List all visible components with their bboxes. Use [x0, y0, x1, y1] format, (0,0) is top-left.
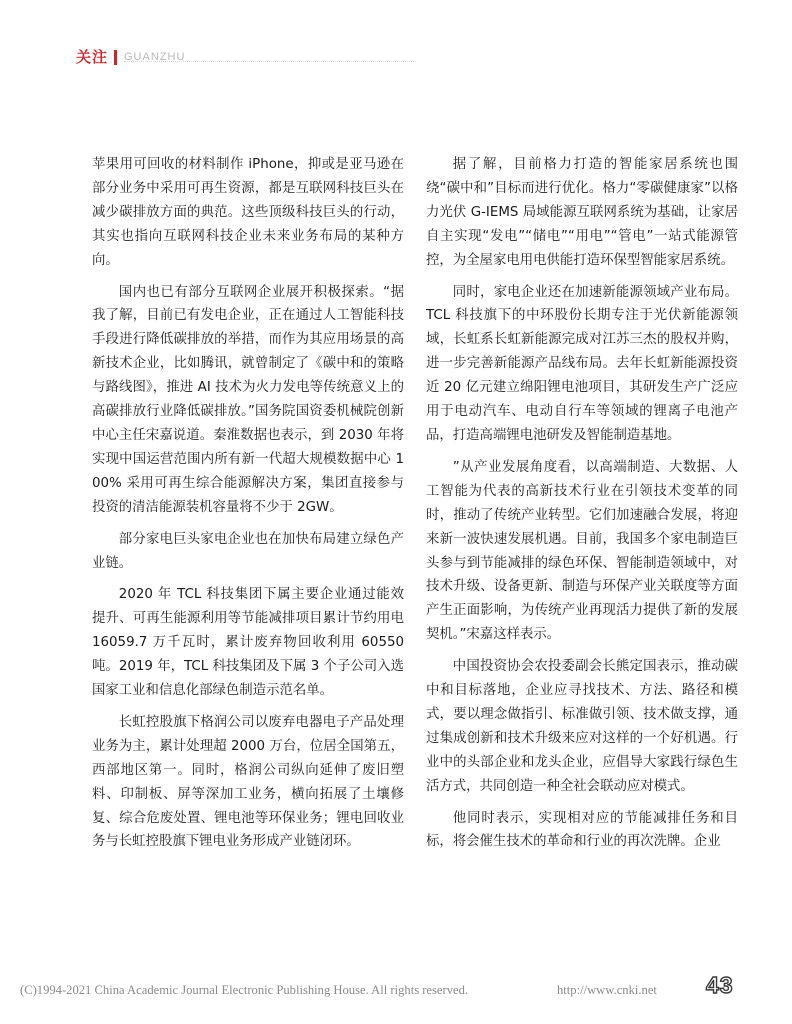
paragraph: 同时，家电企业还在加速新能源领域产业布局。TCL 科技旗下的中环股份长期专注于光伏新能源领域，长虹系长虹新能源完成对江苏三杰的股权并购，进一步完善新能源产品线布局。去年长虹新能源投资近 20 亿元建立绵阳锂电池项目，其研发生产广泛应用于电动汽车、电动自行车等领域的锂离子电池产品，打造高端锂电池研发及智能制造基地。	[426, 284, 738, 443]
right-column	[426, 153, 738, 862]
paragraph: 长虹控股旗下格润公司以废弃电器电子产品处理业务为主，累计处理超 2000 万台，位居全国第五，西部地区第一。同时，格润公司纵向延伸了废旧塑料、印制板、屏等深加工业务，横向拓展了土壤修复、综合危废处置、锂电池等环保业务；锂电回收业务与长虹控股旗下锂电业务形成产业链闭环。	[92, 714, 404, 850]
paragraph: 2020 年 TCL 科技集团下属主要企业通过能效提升、可再生能源利用等节能减排项目累计节约用电 16059.7 万千瓦时，累计废弃物回收利用 60550 吨。2019 年，TCL 科技集团及下属 3 个子公司入选国家工业和信息化部绿色制造示范名单。	[92, 587, 404, 699]
paragraph: 苹果用可回收的材料制作 iPhone，抑或是亚马逊在部分业务中采用可再生资源，都是互联网科技巨头在减少碳排放方面的典范。这些顶级科技巨头的行动，其实也指向互联网科技企业未来业务布局的某种方向。	[92, 157, 404, 268]
page-header	[76, 44, 416, 70]
left-column	[92, 153, 404, 862]
paragraph: 中国投资协会农投委副会长熊定国表示，推动碳中和目标落地，企业应寻找技术、方法、路径和模式，要以理念做指引、标准做引领、技术做支撑，通过集成创新和技术升级来应对这样的一个好机遇。行业中的头部企业和龙头企业，应倡导大家践行绿色生活方式，共同创造一种全社会联动应对模式。	[426, 659, 738, 794]
copyright-notice: (C)1994-2021 China Academic Journal Electronic Publishing House. All rights reserved.	[20, 983, 469, 997]
column-title-en: GUANZHU	[124, 51, 186, 63]
paragraph: 国内也已有部分互联网企业展开积极探索。“据我了解，目前已有发电企业，正在通过人工智能科技手段进行降低碳排放的举措，而作为其应用场景的高新技术企业，比如腾讯，就曾制定了《碳中和的策略与路线图》，推进 AI 技术为火力发电等传统意义上的高碳排放行业降低碳排放。”国务院国资委机械院创新中心主任宋嘉说道。秦淮数据也表示，到 2030 年将实现中国运营范围内所有新一代超大规模数据中心 100% 采用可再生综合能源解决方案，集团直接参与投资的清洁能源装机容量将不少于 2GW。	[92, 284, 404, 515]
paragraph: 据了解，目前格力打造的智能家居系统也围绕“碳中和”目标而进行优化。格力“零碳健康家”以格力光伏 G-IEMS 局域能源互联网系统为基础，让家居自主实现“发电”“储电”“用电”“管电”一站式能源管控，为全屋家电用电供能打造环保型智能家居系统。	[426, 157, 738, 268]
paragraph: 他同时表示，实现相对应的节能减排任务和目标，将会催生技术的革命和行业的再次洗牌。企业	[426, 810, 738, 850]
column-title: 关注	[76, 48, 109, 66]
paragraph: 部分家电巨头家电企业也在加快布局建立绿色产业链。	[92, 531, 404, 571]
paragraph: ”从产业发展角度看，以高端制造、大数据、人工智能为代表的高新技术行业在引领技术变革的同时，推动了传统产业转型。它们加速融合发展，将迎来新一波快速发展机遇。目前，我国多个家电制造巨头参与到节能减排的绿色环保、智能制造领域中，对技术升级、设备更新、制造与环保产业关联度等方面产生正面影响，为传统产业再现活力提供了新的发展契机。”宋嘉这样表示。	[426, 459, 738, 643]
page-number: 43	[706, 972, 734, 998]
source-url: http://www.cnki.net	[557, 983, 657, 997]
header-divider	[114, 50, 117, 65]
header-rule	[124, 61, 416, 62]
